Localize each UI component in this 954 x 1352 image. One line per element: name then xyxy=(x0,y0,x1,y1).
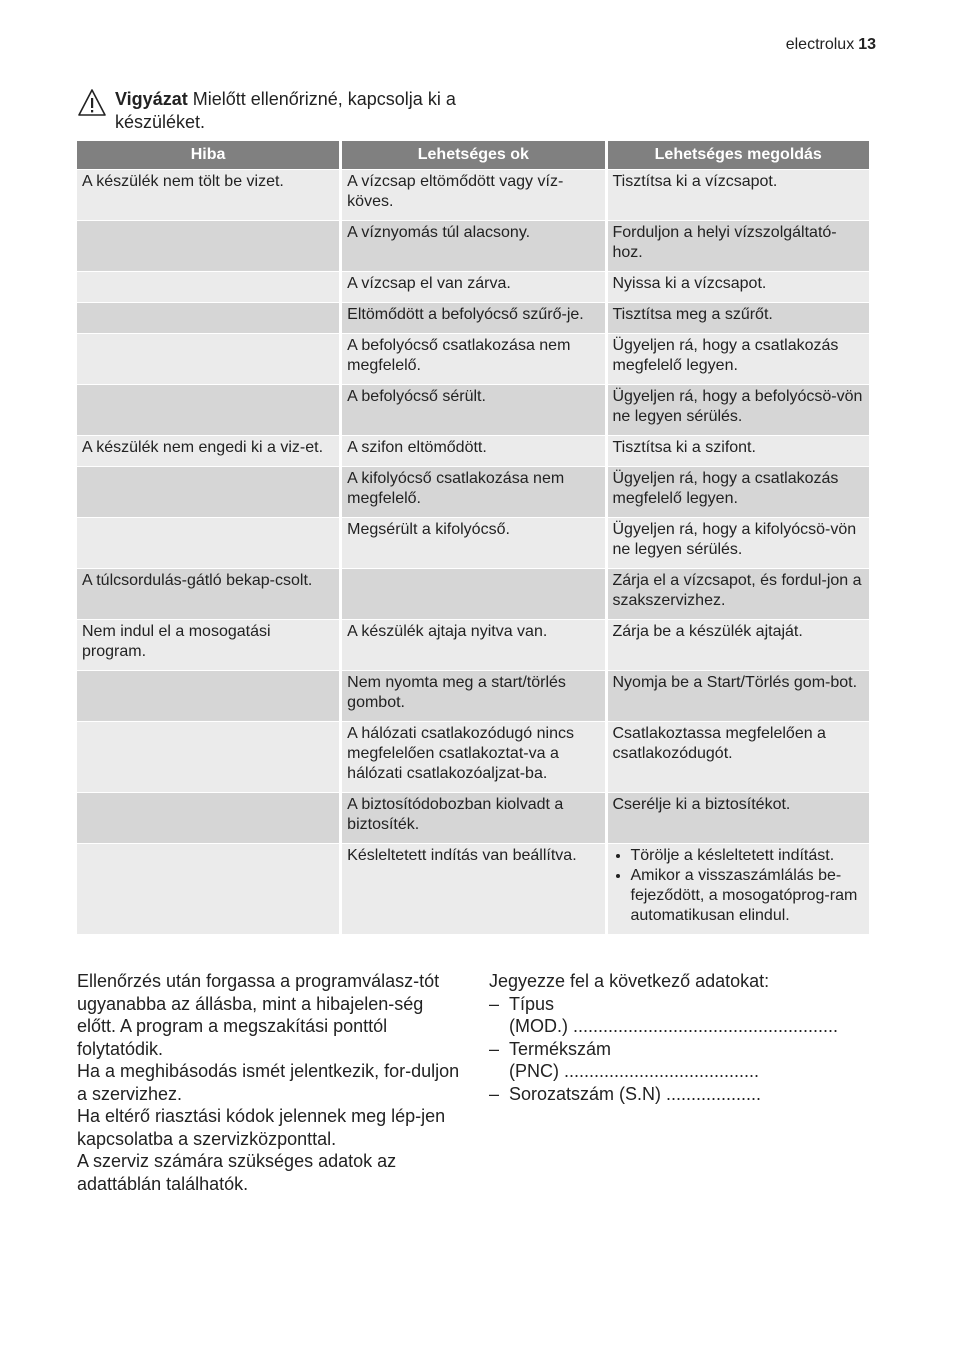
cell-hiba xyxy=(77,221,339,272)
table-row xyxy=(77,569,869,620)
warning-note xyxy=(77,88,477,134)
cell-megoldas: Ügyeljen rá, hogy a befolyócsö-vön ne legyen sérülés. xyxy=(608,385,870,436)
cell-megoldas: Tisztítsa ki a szifont. xyxy=(608,436,870,467)
cell-megoldas: Csatlakoztassa megfelelően a csatlakozódugót. xyxy=(608,722,870,793)
table-row xyxy=(77,303,869,334)
record-line-serial: – Sorozatszám (S.N) ................... xyxy=(509,1083,762,1104)
warning-label: Vigyázat xyxy=(115,89,188,109)
table-header-row xyxy=(77,141,869,170)
cell-megoldas: Zárja be a készülék ajtaját. xyxy=(608,620,870,671)
cell-ok: A befolyócső sérült. xyxy=(342,385,604,436)
cell-hiba xyxy=(77,385,339,436)
warning-triangle-icon xyxy=(77,88,107,118)
cell-megoldas: Nyomja be a Start/Törlés gom-bot. xyxy=(608,671,870,722)
cell-ok: Megsérült a kifolyócső. xyxy=(342,518,604,569)
cell-hiba: Nem indul el a mosogatási program. xyxy=(77,620,339,671)
cell-ok: A készülék ajtaja nyitva van. xyxy=(342,620,604,671)
paragraph: Ha a meghibásodás ismét jelentkezik, for-duljon a szervizhez. xyxy=(77,1061,460,1104)
table-row xyxy=(77,671,869,722)
cell-hiba xyxy=(77,722,339,793)
record-list xyxy=(489,993,875,1106)
warning-message: Mielőtt ellenőrizné, kapcsolja ki a készüléket. xyxy=(115,89,456,132)
cell-megoldas: Ügyeljen rá, hogy a csatlakozás megfelelő legyen. xyxy=(608,334,870,385)
table-row xyxy=(77,620,869,671)
brand-name: electrolux xyxy=(785,36,855,53)
cell-ok: A vízcsap eltömődött vagy víz-köves. xyxy=(342,170,604,221)
paragraph: Ellenőrzés után forgassa a programválasz-tót ugyanabba az állásba, mint a hibajelen-ség előtt. A program a megszakítási ponttól folytatódik. xyxy=(77,971,440,1059)
table-row xyxy=(77,221,869,272)
record-data-section xyxy=(489,970,875,1105)
paragraph: Ha eltérő riasztási kódok jelennek meg lép-jen kapcsolatba a szervizközponttal. xyxy=(77,1106,446,1149)
record-label-product: – Termékszám xyxy=(509,1038,612,1059)
cell-hiba xyxy=(77,518,339,569)
cell-ok: A vízcsap el van zárva. xyxy=(342,272,604,303)
cell-ok: A szifon eltömődött. xyxy=(342,436,604,467)
solution-bullet-list xyxy=(613,846,865,926)
paragraph: A szerviz számára szükséges adatok az adattáblán találhatók. xyxy=(77,1151,397,1194)
cell-megoldas: Forduljon a helyi vízszolgáltató-hoz. xyxy=(608,221,870,272)
cell-ok: A biztosítódobozban kiolvadt a biztosíték. xyxy=(342,793,604,844)
list-item xyxy=(489,1083,875,1106)
list-item xyxy=(489,993,875,1038)
table-row xyxy=(77,518,869,569)
cell-hiba: A készülék nem engedi ki a viz-et. xyxy=(77,436,339,467)
warning-text xyxy=(115,88,477,134)
table-row xyxy=(77,844,869,935)
cell-ok: A kifolyócső csatlakozása nem megfelelő. xyxy=(342,467,604,518)
cell-ok: A befolyócső csatlakozása nem megfelelő. xyxy=(342,334,604,385)
column-header-hiba: Hiba xyxy=(77,141,339,170)
troubleshooting-table xyxy=(74,141,872,935)
cell-hiba xyxy=(77,467,339,518)
list-item xyxy=(489,1038,875,1083)
cell-megoldas: Tisztítsa meg a szűrőt. xyxy=(608,303,870,334)
cell-ok xyxy=(342,569,604,620)
cell-hiba xyxy=(77,272,339,303)
after-check-instructions xyxy=(77,970,467,1195)
cell-hiba: A túlcsordulás-gátló bekap-csolt. xyxy=(77,569,339,620)
record-intro: Jegyezze fel a következő adatokat: xyxy=(489,971,770,991)
cell-megoldas: Nyissa ki a vízcsapot. xyxy=(608,272,870,303)
cell-megoldas: Tisztítsa ki a vízcsapot. xyxy=(608,170,870,221)
table-row xyxy=(77,467,869,518)
cell-ok: Késleltetett indítás van beállítva. xyxy=(342,844,604,935)
table-row xyxy=(77,793,869,844)
cell-hiba xyxy=(77,844,339,935)
column-header-megoldas: Lehetséges megoldás xyxy=(608,141,870,170)
cell-hiba xyxy=(77,671,339,722)
table-row xyxy=(77,436,869,467)
column-header-ok: Lehetséges ok xyxy=(342,141,604,170)
table-row xyxy=(77,385,869,436)
record-line-product: (PNC) ....................................... xyxy=(509,1061,760,1081)
cell-hiba: A készülék nem tölt be vizet. xyxy=(77,170,339,221)
cell-hiba xyxy=(77,334,339,385)
record-label-type: – Típus xyxy=(509,993,555,1014)
cell-ok: A víznyomás túl alacsony. xyxy=(342,221,604,272)
cell-hiba xyxy=(77,303,339,334)
record-line-type: (MOD.) ..................................................... xyxy=(509,1016,839,1036)
cell-megoldas: Ügyeljen rá, hogy a csatlakozás megfelelő legyen. xyxy=(608,467,870,518)
cell-megoldas: Cserélje ki a biztosítékot. xyxy=(608,793,870,844)
page-header xyxy=(786,36,876,54)
cell-ok: Nem nyomta meg a start/törlés gombot. xyxy=(342,671,604,722)
cell-hiba xyxy=(77,793,339,844)
cell-ok: Eltömődött a befolyócső szűrő-je. xyxy=(342,303,604,334)
table-row xyxy=(77,272,869,303)
table-row xyxy=(77,170,869,221)
table-row xyxy=(77,334,869,385)
cell-megoldas xyxy=(608,844,870,935)
table-row xyxy=(77,722,869,793)
cell-megoldas: Ügyeljen rá, hogy a kifolyócsö-vön ne legyen sérülés. xyxy=(608,518,870,569)
cell-ok: A hálózati csatlakozódugó nincs megfelelően csatlakoztat-va a hálózati csatlakozóaljzat-ba. xyxy=(342,722,604,793)
cell-megoldas: Zárja el a vízcsapot, és fordul-jon a szakszervizhez. xyxy=(608,569,870,620)
page-number: 13 xyxy=(858,36,876,53)
list-item: • Amikor a visszaszámlálás be-fejeződött, a mosogatóprog-ram automatikusan elindul. xyxy=(631,866,865,926)
list-item: • Törölje a késleltetett indítást. xyxy=(631,846,865,866)
